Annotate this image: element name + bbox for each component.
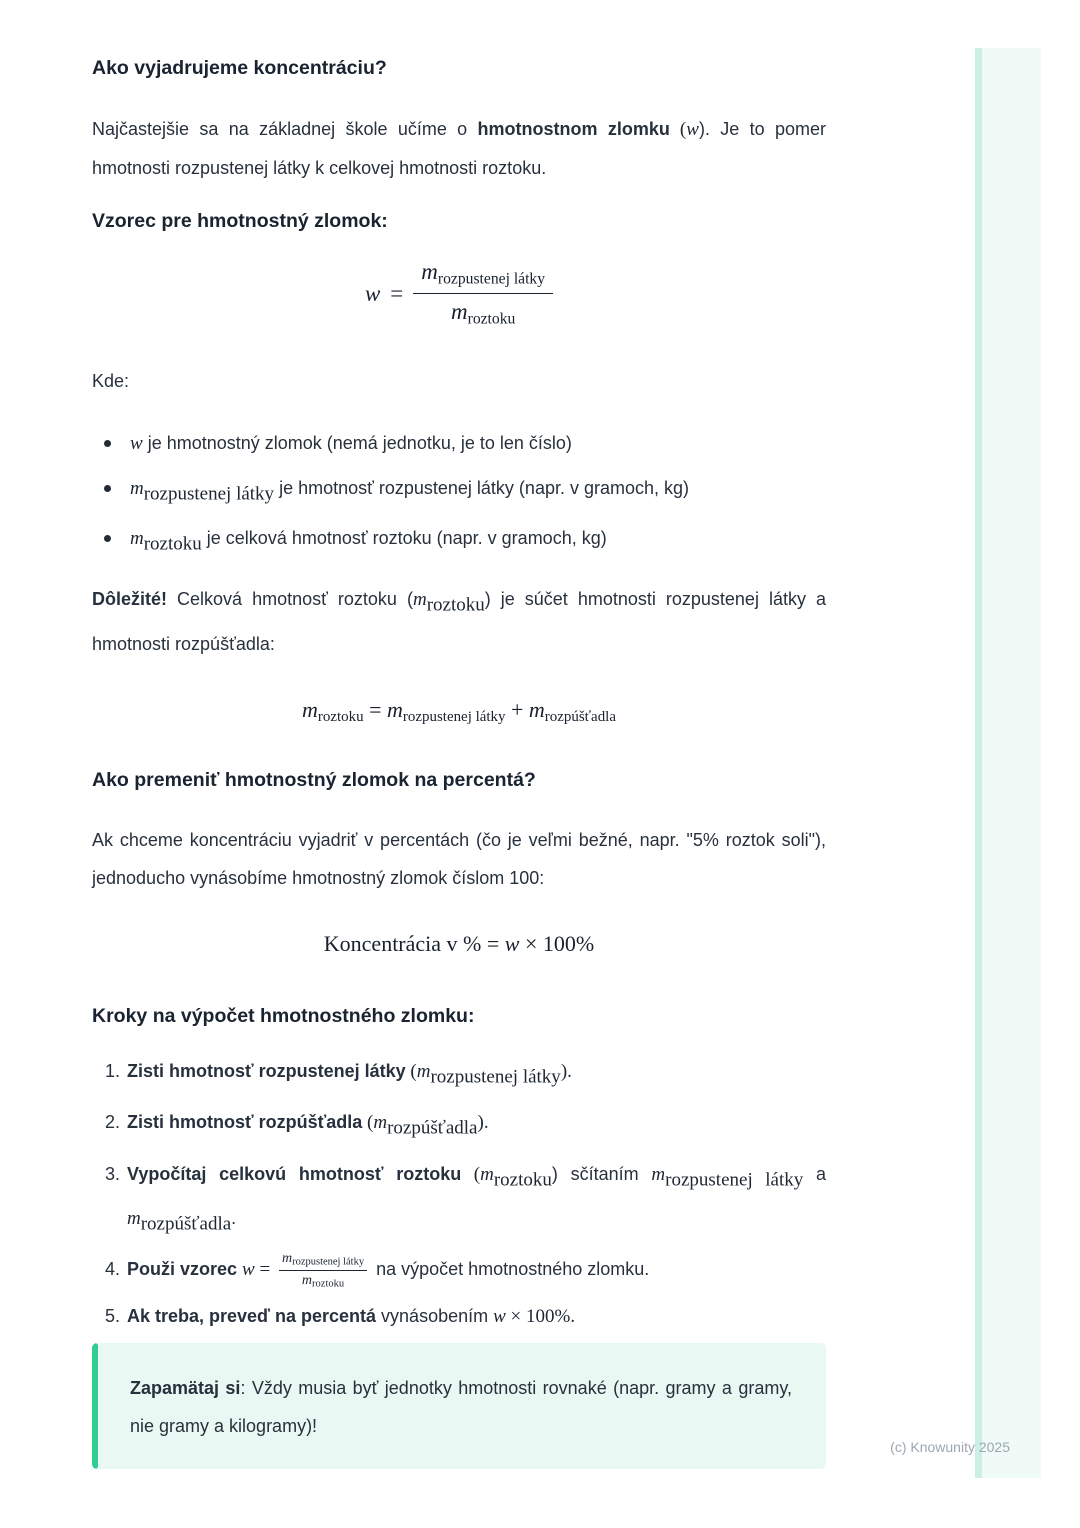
step-1-m-sub: rozpustenej látky — [430, 1066, 561, 1088]
mass-fraction-formula — [92, 259, 826, 329]
step-1-bold: Zisti hmotnosť rozpustenej látky — [127, 1060, 406, 1081]
pct-text-2: × 100% — [519, 930, 595, 956]
step-2-m-sub: rozpúšťadla — [387, 1117, 478, 1139]
sum-s1: roztoku — [317, 708, 364, 725]
definition-item-m-solution — [92, 516, 826, 566]
important-m-symbol: m — [412, 589, 427, 611]
step-5-text-2: × 100%. — [505, 1306, 576, 1328]
definition-item-m-solute — [92, 466, 826, 516]
step-4-w-symbol: w — [242, 1259, 255, 1281]
pct-w-symbol: w — [504, 930, 520, 956]
step-1-m-symbol: m — [416, 1060, 431, 1082]
intro-w-symbol: w — [686, 119, 699, 140]
step-4-text-3: na výpočet hmotnostného zlomku. — [371, 1259, 650, 1280]
definitions-list — [92, 421, 826, 567]
step-3-number: 3. — [104, 1163, 120, 1184]
percent-heading: Ako premeniť hmotnostný zlomok na percentá? — [92, 768, 536, 791]
important-text-2: ) je súčet hmotnosti rozpustenej látky a hmotnosti rozpúšťadla: — [92, 589, 827, 654]
decorative-side-strip — [975, 48, 1041, 1478]
intro-paragraph — [92, 110, 826, 187]
important-m-sub: roztoku — [426, 594, 485, 616]
step-1-paren-open: ( — [405, 1060, 417, 1082]
step-3-m1-sub: roztoku — [493, 1168, 552, 1190]
formula-w-fraction — [413, 259, 553, 329]
callout-bold-label: Zapamätaj si — [130, 1378, 241, 1399]
step-item-2 — [92, 1103, 826, 1147]
step-2-paren-open: ( — [362, 1112, 374, 1134]
formula-w-num-var: m — [421, 259, 438, 284]
step-2-m-symbol: m — [373, 1112, 388, 1134]
step-item-5 — [92, 1297, 826, 1336]
step-4-frac-num-var: m — [281, 1250, 293, 1266]
document-content — [92, 56, 826, 1469]
bullet-dot-icon — [104, 440, 111, 447]
step-3-text-4: . — [231, 1207, 237, 1228]
step-3-paren-open: ( — [461, 1163, 481, 1185]
callout-body-text: : Vždy musia byť jednotky hmotnosti rovnaké (napr. gramy a gramy, nie gramy a kilogramy)! — [130, 1378, 792, 1437]
mass-sum-formula — [92, 697, 826, 726]
sum-s3: rozpúšťadla — [544, 708, 616, 725]
step-item-3 — [92, 1155, 826, 1244]
formula-w-num-sub: rozpustenej látky — [437, 270, 546, 288]
step-item-1 — [92, 1052, 826, 1096]
formula-w-equals: = — [390, 280, 404, 306]
important-note — [92, 580, 826, 662]
bullet-dot-icon — [104, 485, 111, 492]
step-4-equals: = — [254, 1259, 275, 1281]
intro-text-1: Najčastejšie sa na základnej škole učíme o — [92, 119, 478, 139]
step-3-m3-sub: rozpúšťadla — [140, 1213, 232, 1235]
step-1-number: 1. — [104, 1060, 120, 1081]
def-m-solution-text: je celková hmotnosť roztoku (napr. v gramoch, kg) — [201, 528, 607, 549]
step-4-frac-den-sub: roztoku — [312, 1278, 345, 1290]
step-5-bold: Ak treba, preveď na percentá — [127, 1306, 377, 1327]
sum-v1: m — [302, 696, 318, 722]
main-heading: Ako vyjadrujeme koncentráciu? — [92, 57, 387, 79]
important-text-1: Celková hmotnosť roztoku ( — [167, 589, 413, 610]
bullet-dot-icon — [104, 535, 111, 542]
formula-w-den-var: m — [450, 299, 468, 325]
step-5-w-symbol: w — [493, 1306, 506, 1328]
step-2-number: 2. — [104, 1112, 120, 1133]
step-3-m2-sub: rozpustenej látky — [665, 1168, 804, 1190]
step-3-text-3: a — [803, 1163, 826, 1184]
percent-paragraph: Ak chceme koncentráciu vyjadriť v percentách (čo je veľmi bežné, napr. "5% roztok soli"), jednoducho vynásobíme hmotnostný zlomok číslom 100: — [92, 829, 826, 888]
sum-s2: rozpustenej látky — [402, 708, 506, 725]
step-4-frac-num-sub: rozpustenej látky — [292, 1255, 365, 1267]
step-3-m2-symbol: m — [651, 1163, 666, 1185]
intro-bold-term: hmotnostnom zlomku — [477, 119, 670, 139]
important-label: Dôležité! — [92, 589, 168, 610]
copyright-footer: (c) Knowunity 2025 — [890, 1439, 1010, 1455]
def-w-symbol: w — [130, 432, 143, 454]
def-m-solution-symbol: m — [130, 528, 144, 550]
pct-text-1: Koncentrácia v % = — [323, 930, 505, 956]
sum-v3: m — [528, 696, 545, 722]
step-4-inline-fraction — [279, 1251, 367, 1291]
formula-w-den-sub: roztoku — [467, 310, 516, 328]
step-2-bold: Zisti hmotnosť rozpúšťadla — [127, 1112, 363, 1133]
sum-plus: + — [505, 696, 529, 722]
steps-list — [92, 1052, 826, 1336]
def-m-solute-symbol: m — [130, 477, 144, 499]
step-3-bold: Vypočítaj celkovú hmotnosť roztoku — [127, 1163, 462, 1184]
step-2-paren-close: ). — [477, 1112, 489, 1134]
def-m-solution-sub: roztoku — [143, 533, 202, 555]
sum-equals: = — [363, 696, 388, 722]
step-3-m3-symbol: m — [127, 1207, 141, 1229]
formula-w-lhs: w — [364, 280, 381, 306]
step-5-text-1: vynásobením — [376, 1306, 494, 1327]
sum-v2: m — [387, 696, 403, 722]
step-4-frac-den-var: m — [301, 1272, 313, 1288]
def-m-solute-sub: rozpustenej látky — [143, 483, 275, 505]
definition-item-w — [92, 421, 826, 466]
step-4-bold: Použi vzorec — [127, 1259, 238, 1280]
def-m-solute-text: je hmotnosť rozpustenej látky (napr. v gramoch, kg) — [274, 477, 690, 498]
formula-heading: Vzorec pre hmotnostný zlomok: — [92, 210, 388, 232]
intro-paren-open: ( — [669, 119, 687, 140]
step-5-number: 5. — [104, 1306, 120, 1327]
step-4-number: 4. — [104, 1259, 120, 1280]
intro-text-2: ). Je to pomer hmotnosti rozpustenej látky k celkovej hmotnosti roztoku. — [92, 119, 826, 178]
step-3-m1-symbol: m — [480, 1163, 494, 1185]
step-item-4 — [92, 1250, 826, 1290]
def-w-text: je hmotnostný zlomok (nemá jednotku, je to len číslo) — [142, 432, 572, 453]
step-3-text-2: ) sčítaním — [551, 1163, 652, 1184]
step-1-paren-close: ). — [560, 1060, 572, 1082]
kde-label: Kde: — [92, 370, 130, 391]
steps-heading: Kroky na výpočet hmotnostného zlomku: — [92, 1004, 475, 1027]
percent-formula — [92, 931, 826, 957]
